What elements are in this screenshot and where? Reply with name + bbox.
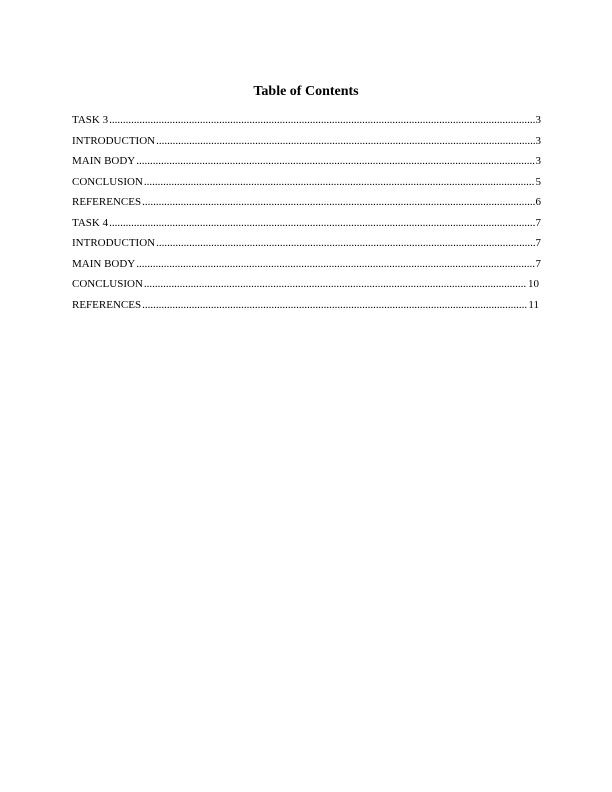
toc-entry-references-task-3[interactable] <box>72 196 541 217</box>
toc-entry-main-body-task-3[interactable] <box>72 155 541 176</box>
toc-entry-label: INTRODUCTION <box>72 237 156 249</box>
toc-entry-introduction-task-4[interactable] <box>72 237 541 258</box>
toc-entry-label: TASK 4 <box>72 216 109 229</box>
toc-dot-leader <box>144 278 527 291</box>
toc-dot-leader <box>136 155 534 168</box>
toc-dot-leader <box>109 114 534 127</box>
toc-entry-label: INTRODUCTION <box>72 134 156 147</box>
toc-entry-page: 7 <box>535 257 541 270</box>
toc-entry-label: MAIN BODY <box>72 257 136 270</box>
toc-dot-leader <box>142 299 527 312</box>
toc-entry-label: REFERENCES <box>72 196 142 208</box>
toc-entry-main-body-task-4[interactable] <box>72 258 541 279</box>
toc-entry-page: 11 <box>528 298 539 311</box>
toc-entry-label: CONCLUSION <box>72 278 143 290</box>
toc-entry-label: TASK 3 <box>72 114 109 126</box>
toc-dot-leader <box>142 196 534 209</box>
toc-entry-label: CONCLUSION <box>72 175 143 188</box>
toc-dot-leader <box>109 217 534 230</box>
toc-dot-leader <box>136 258 534 271</box>
toc-entry-label: REFERENCES <box>72 298 142 311</box>
toc-entry-page: 7 <box>535 237 541 249</box>
toc-title: Table of Contents <box>253 84 359 99</box>
toc-list <box>72 114 541 319</box>
toc-entry-references-task-4[interactable] <box>72 299 539 320</box>
toc-entry-page: 5 <box>535 175 541 188</box>
toc-entry-page: 10 <box>528 278 539 290</box>
toc-entry-conclusion-task-4[interactable] <box>72 278 539 299</box>
toc-dot-leader <box>144 176 535 189</box>
toc-entry-page: 6 <box>535 196 541 208</box>
toc-entry-task-3[interactable] <box>72 114 541 135</box>
toc-entry-page: 3 <box>535 134 541 147</box>
toc-entry-page: 3 <box>535 114 541 126</box>
toc-entry-conclusion-task-3[interactable] <box>72 176 541 197</box>
toc-entry-page: 3 <box>535 155 541 167</box>
toc-entry-page: 7 <box>535 216 541 229</box>
toc-entry-introduction-task-3[interactable] <box>72 135 541 156</box>
toc-dot-leader <box>156 135 534 148</box>
toc-dot-leader <box>156 237 534 250</box>
toc-entry-task-4[interactable] <box>72 217 541 238</box>
toc-entry-label: MAIN BODY <box>72 155 136 167</box>
